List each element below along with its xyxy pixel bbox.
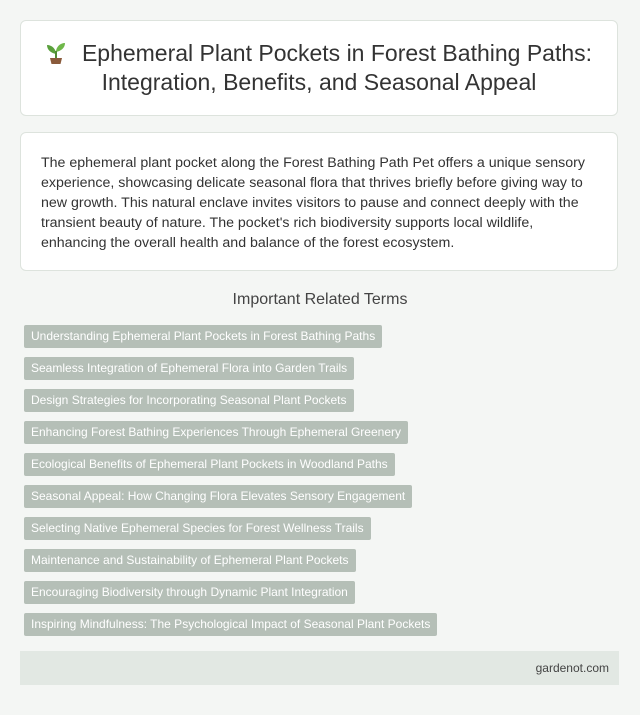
sprout-icon xyxy=(46,41,66,65)
related-terms-list xyxy=(24,325,616,645)
related-term-tag[interactable]: Selecting Native Ephemeral Species for Forest Wellness Trails xyxy=(24,517,371,540)
related-term-tag[interactable]: Understanding Ephemeral Plant Pockets in Forest Bathing Paths xyxy=(24,325,382,348)
footer-site-link[interactable]: gardenot.com xyxy=(535,661,609,675)
related-terms-heading: Important Related Terms xyxy=(232,291,408,308)
related-term-item xyxy=(24,485,616,508)
related-term-item xyxy=(24,325,616,348)
page-title xyxy=(21,39,617,97)
related-term-item xyxy=(24,549,616,572)
related-term-tag[interactable]: Inspiring Mindfulness: The Psychological Impact of Seasonal Plant Pockets xyxy=(24,613,437,636)
related-term-tag[interactable]: Seasonal Appeal: How Changing Flora Elevates Sensory Engagement xyxy=(24,485,412,508)
footer xyxy=(20,651,619,685)
related-term-item xyxy=(24,613,616,636)
related-term-item xyxy=(24,421,616,444)
title-card xyxy=(20,20,618,116)
related-term-item xyxy=(24,389,616,412)
related-term-item xyxy=(24,357,616,380)
related-term-tag[interactable]: Ecological Benefits of Ephemeral Plant Pockets in Woodland Paths xyxy=(24,453,395,476)
related-term-tag[interactable]: Encouraging Biodiversity through Dynamic Plant Integration xyxy=(24,581,355,604)
related-term-item xyxy=(24,581,616,604)
summary-text: The ephemeral plant pocket along the Forest Bathing Path Pet offers a unique sensory experience, showcasing delicate seasonal flora that thrives briefly before giving way to new growth. This natural enclave invites visitors to pause and connect deeply with the transient beauty of nature. The pocket's rich biodiversity supports local wildlife, enhancing the overall health and balance of the forest ecosystem. xyxy=(41,155,585,251)
related-term-tag[interactable]: Enhancing Forest Bathing Experiences Through Ephemeral Greenery xyxy=(24,421,408,444)
related-term-tag[interactable]: Design Strategies for Incorporating Seasonal Plant Pockets xyxy=(24,389,354,412)
summary-card xyxy=(20,132,618,271)
related-term-tag[interactable]: Maintenance and Sustainability of Ephemeral Plant Pockets xyxy=(24,549,356,572)
related-term-tag[interactable]: Seamless Integration of Ephemeral Flora into Garden Trails xyxy=(24,357,354,380)
page-title-text: Ephemeral Plant Pockets in Forest Bathing Paths: Integration, Benefits, and Seasonal Appeal xyxy=(81,40,593,95)
related-term-item xyxy=(24,517,616,540)
related-term-item xyxy=(24,453,616,476)
